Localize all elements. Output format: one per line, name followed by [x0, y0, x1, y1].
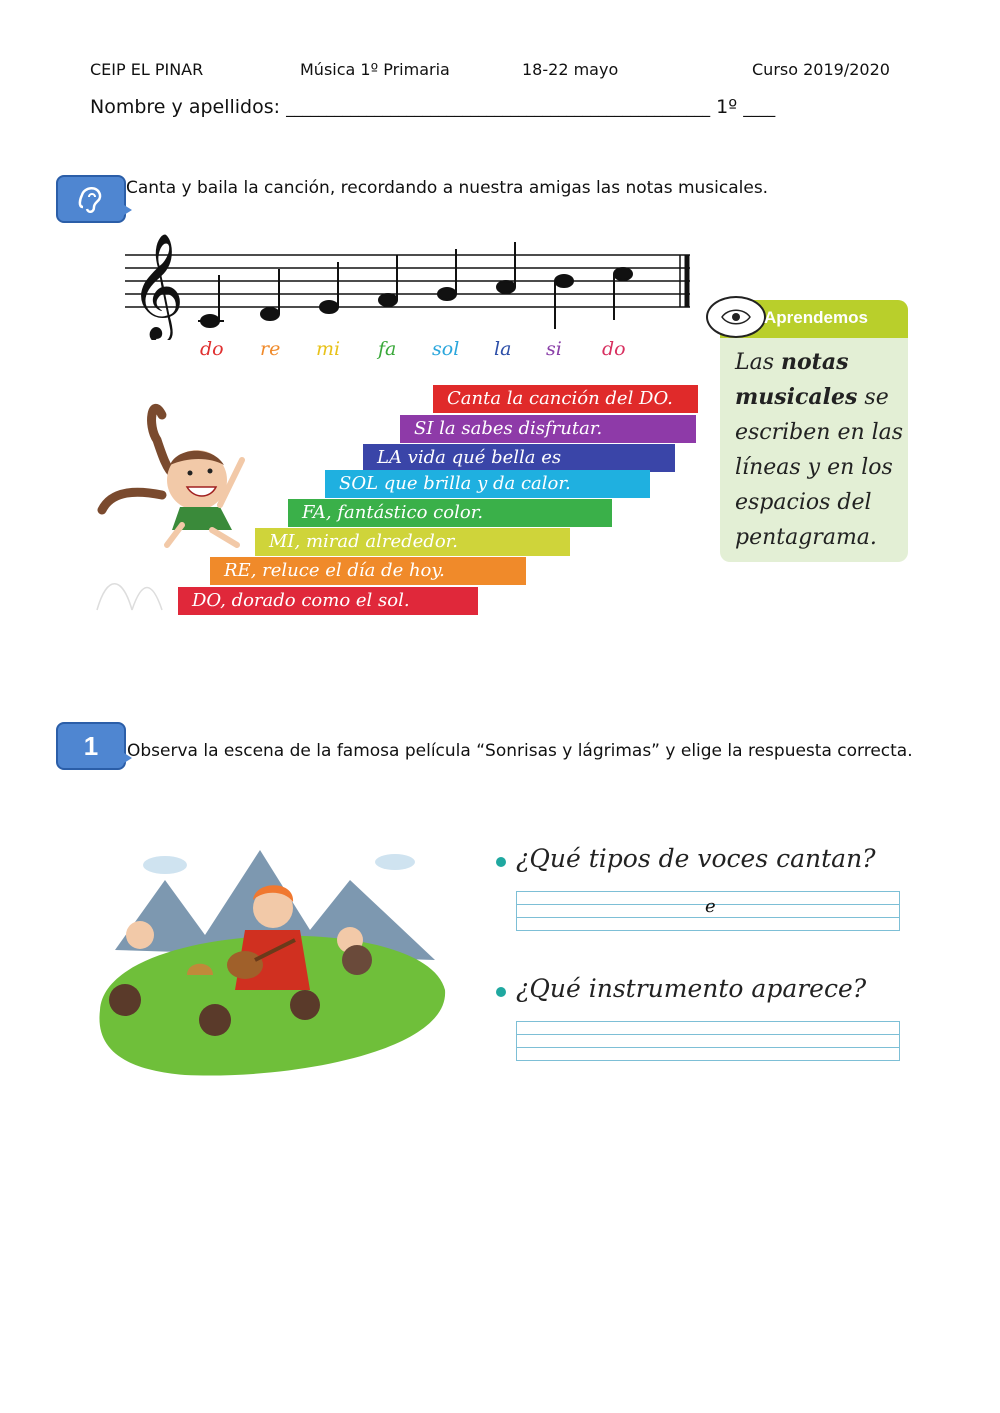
name-label: Nombre y apellidos: — [90, 96, 281, 118]
subject: Música 1º Primaria — [300, 60, 450, 79]
movie-scene-illustration — [95, 840, 450, 1080]
bullet-dot — [496, 857, 506, 867]
stair-step-do: DO, dorado como el sol. — [178, 587, 478, 615]
stair-step-si: SI la sabes disfrutar. — [400, 415, 696, 443]
stair-step-do-high: Canta la canción del DO. — [433, 385, 698, 413]
answer-voices[interactable]: e — [705, 896, 716, 917]
dates: 18-22 mayo — [522, 60, 619, 79]
stair-step-mi: MI, mirad alrededor. — [255, 528, 570, 556]
aprendemos-text — [735, 345, 905, 555]
name-row — [90, 96, 775, 118]
name-blank[interactable]: _____________________________________________________ — [286, 98, 711, 117]
movie-instruction: Observa la escena de la famosa película “Sonrisas y lágrimas” y elige la respuesta correcta. — [127, 741, 913, 761]
stair-step-fa: FA, fantástico color. — [288, 499, 612, 527]
stair-step-la: LA vida qué bella es — [363, 444, 675, 472]
note-label-do-high: do — [602, 338, 626, 360]
note-label-sol: sol — [432, 338, 460, 360]
note-label-fa: fa — [378, 338, 397, 360]
answer-box-instrument[interactable] — [516, 1021, 900, 1061]
answer-box-voices[interactable] — [516, 891, 900, 931]
bullet-dot — [496, 987, 506, 997]
school-name: CEIP EL PINAR — [90, 60, 204, 79]
bubble-tail — [116, 200, 132, 220]
section-number: 1 — [83, 731, 99, 761]
stair-step-re: RE, reluce el día de hoy. — [210, 557, 526, 585]
note-label-do: do — [200, 338, 224, 360]
aprendemos-text-pre: Las — [735, 350, 782, 375]
grade-label: 1º — [716, 96, 738, 118]
song-instruction: Canta y baila la canción, recordando a nuestra amigas las notas musicales. — [126, 178, 769, 198]
course: Curso 2019/2020 — [752, 60, 890, 79]
note-label-si: si — [546, 338, 562, 360]
eye-bubble — [706, 296, 766, 338]
stair-step-sol: SOL que brilla y da calor. — [325, 470, 650, 498]
aprendemos-title: Aprendemos — [764, 308, 868, 327]
note-label-la: la — [494, 338, 512, 360]
eye-icon — [708, 298, 764, 336]
question-voices: ¿Qué tipos de voces cantan? — [516, 844, 876, 873]
note-label-re: re — [260, 338, 281, 360]
music-staff — [100, 225, 700, 340]
note-label-mi: mi — [316, 338, 341, 360]
grade-blank[interactable]: ____ — [743, 98, 776, 117]
question-instrument: ¿Qué instrumento aparece? — [516, 974, 867, 1003]
aprendemos-text-bold: notas musicales — [735, 349, 858, 410]
aprendemos-text-post: se escriben en las líneas y en los espacios del pentagrama. — [735, 385, 904, 550]
treble-clef-icon: 𝄞 — [130, 232, 185, 339]
ear-icon — [58, 177, 124, 221]
